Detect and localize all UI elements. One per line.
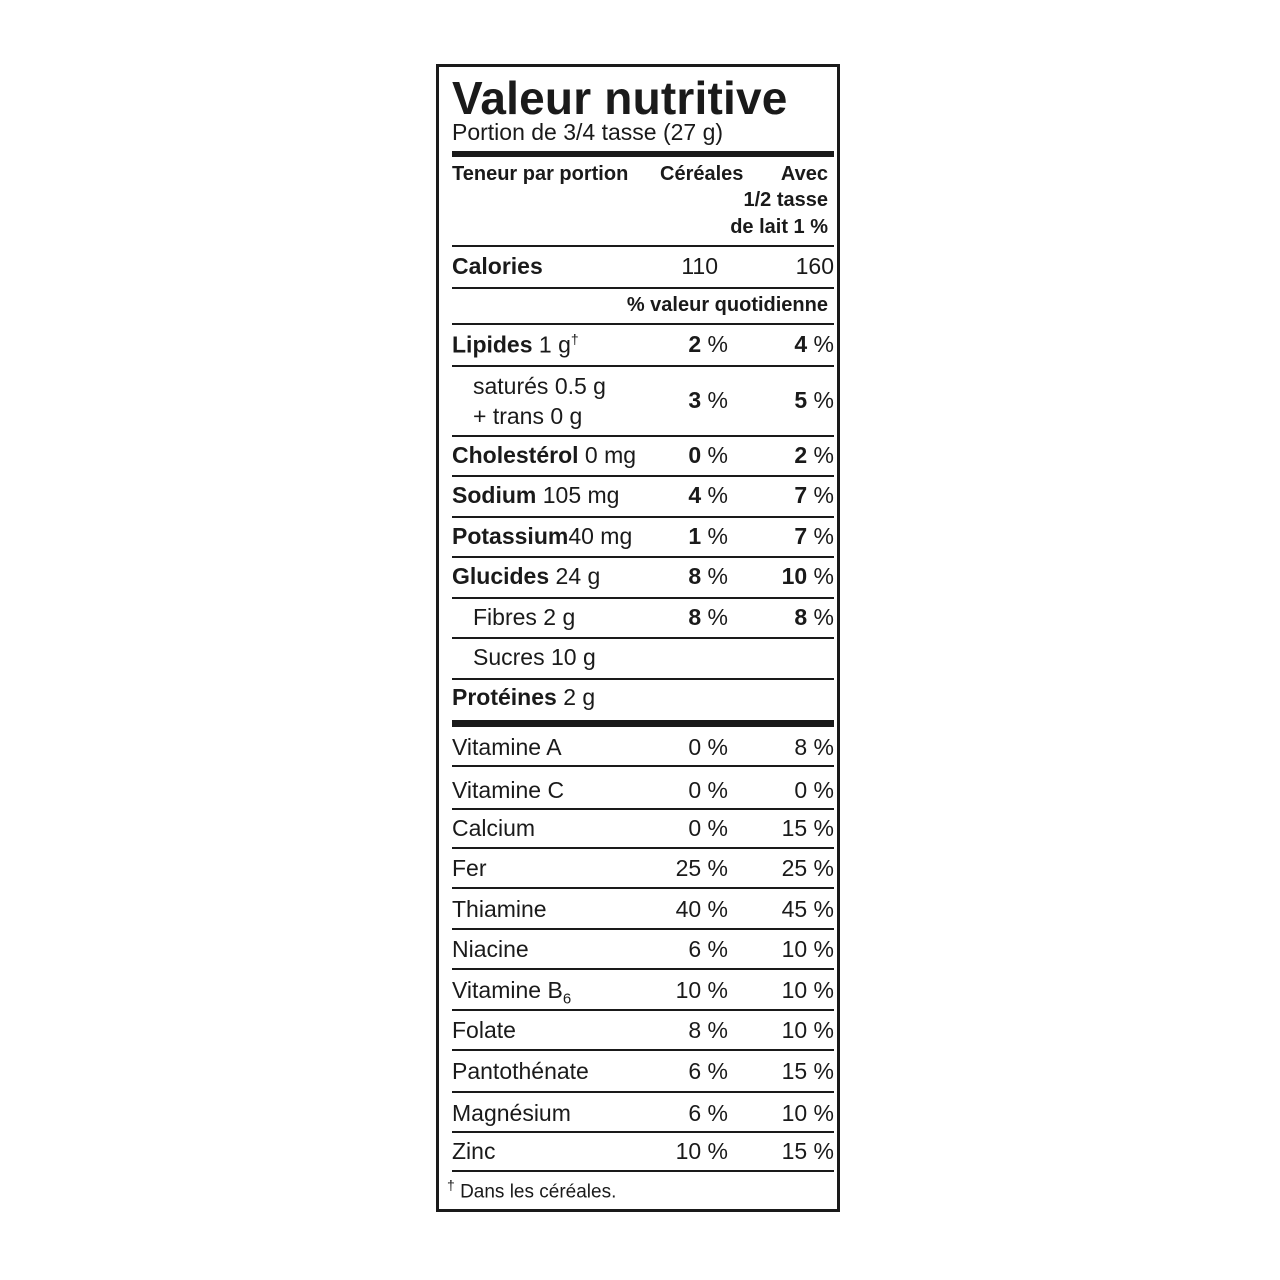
milk-dv: 8 %	[794, 734, 834, 760]
thick-divider	[452, 151, 834, 157]
divider	[452, 1091, 834, 1093]
vitamin-name: Vitamine A	[452, 734, 562, 760]
header-with-milk-2: 1/2 tasse	[743, 189, 828, 211]
divider	[452, 1131, 834, 1133]
divider	[452, 1009, 834, 1011]
header-per-serving: Teneur par portion	[452, 163, 629, 185]
nutrient-name: Protéines	[452, 684, 557, 710]
vitamin-name: Pantothénate	[452, 1058, 589, 1084]
nutrition-facts-label: Valeur nutritive Portion de 3/4 tasse (27 g) Teneur par portion Céréales Avec 1/2 tasse de lait 1 % Calories 110 160 % valeur quotidienne Lipides 1 g† 2 % 4 % saturés 0.5 g + trans 0 g 3 % 5 % Cholestérol 0 mg 0 % 2 % Sodium 105 mg 4 % 7 % Potassium40 mg 1 % 7 % Glucides 24 g 8 % 10 % Fibres 2 g 8 % 8 % Sucres 10 g Protéines 2 g Vitamine A 0 % 8 % Vitamine C 0 % 0 % Calcium 0 % 15 % Fer 25 % 25 % Thiamine 40 % 45 % Niacine 6 % 10 % Vitamine $B_6$ 10 % 10 % Folate 8 % 10 % Pantothénate 6 % 15 % Magnésium 6 % 10 % Zinc 10 % 15 % † Dans les céréales.	[436, 64, 840, 1212]
nutrient-amount: 0 mg	[584, 442, 637, 468]
milk-dv: 10 %	[781, 1100, 834, 1126]
serving-size: Portion de 3/4 tasse (27 g)	[452, 119, 724, 145]
milk-dv: 15 %	[781, 1138, 834, 1164]
footnote-text: Dans les céréales.	[460, 1181, 617, 1203]
nutrient-amount: 2 g	[563, 684, 596, 710]
divider	[452, 847, 834, 849]
divider	[452, 1170, 834, 1172]
nutrient-name: + trans 0 g	[473, 403, 583, 429]
milk-dv: 2	[794, 442, 808, 468]
nutrient-amount: 105 mg	[542, 482, 620, 508]
dagger-mark: †	[447, 1177, 455, 1193]
divider	[452, 516, 834, 518]
nutrient-amount: 1 g	[538, 331, 571, 358]
milk-dv: 10 %	[781, 936, 834, 962]
vitamin-name: Vitamine C	[452, 777, 565, 803]
nutrient-name: Sucres 10 g	[473, 644, 596, 670]
divider	[452, 1049, 834, 1051]
cereal-dv: 1	[688, 523, 702, 549]
vitamin-name: Fer	[452, 855, 487, 881]
milk-dv: 7	[794, 523, 808, 549]
vitamin-name: Zinc	[452, 1138, 496, 1164]
milk-dv: 15 %	[781, 1058, 834, 1084]
divider	[452, 245, 834, 247]
milk-dv: 7	[794, 482, 808, 508]
cereal-dv: 6 %	[688, 1058, 728, 1084]
calories-cereal: 110	[681, 253, 718, 279]
vitamin-subscript: 6	[562, 990, 572, 1008]
divider	[452, 765, 834, 767]
cereal-dv: 8 %	[688, 1017, 728, 1043]
milk-dv: 45 %	[781, 896, 834, 922]
nutrient-amount: 40 mg	[568, 523, 633, 549]
cereal-dv: 40 %	[675, 896, 728, 922]
nutrient-name: Cholestérol	[452, 442, 579, 468]
cereal-dv: 8	[688, 563, 702, 589]
nutrient-name: saturés 0.5 g	[473, 373, 606, 399]
header-cereal: Céréales	[660, 163, 744, 185]
divider	[452, 597, 834, 599]
footnote	[447, 1177, 616, 1203]
calories-milk: 160	[795, 253, 834, 279]
divider	[452, 678, 834, 680]
daily-value-header: % valeur quotidienne	[626, 294, 828, 316]
header-with-milk-1: Avec	[780, 163, 828, 185]
divider	[452, 928, 834, 930]
cereal-dv: 4	[688, 482, 702, 508]
divider	[452, 323, 834, 325]
divider	[452, 365, 834, 367]
vitamin-name: Niacine	[452, 936, 529, 962]
milk-dv: 8	[794, 604, 808, 630]
cereal-dv: 10 %	[675, 977, 728, 1003]
vitamin-name: Folate	[452, 1017, 516, 1043]
cereal-dv: 6 %	[688, 936, 728, 962]
nutrient-name: Glucides	[452, 563, 550, 589]
header-with-milk-3: de lait 1 %	[730, 216, 828, 238]
cereal-dv: 0 %	[688, 777, 728, 803]
nutrient-name: Lipides	[452, 331, 533, 358]
vitamin-name: Magnésium	[452, 1100, 571, 1126]
milk-dv: 15 %	[781, 815, 834, 841]
cereal-dv: 8	[688, 604, 702, 630]
vitamin-name: Calcium	[452, 815, 536, 841]
cereal-dv: 10 %	[675, 1138, 728, 1164]
nutrient-name: Potassium	[452, 523, 569, 549]
cereal-dv: 0	[688, 442, 702, 468]
label-title: Valeur nutritive	[452, 72, 788, 124]
milk-dv: 4	[794, 331, 808, 357]
milk-dv: 5	[794, 387, 808, 413]
milk-dv: 0 %	[794, 777, 834, 803]
milk-dv: 10	[781, 563, 808, 589]
divider	[452, 475, 834, 477]
divider	[452, 968, 834, 970]
cereal-dv: 0 %	[688, 815, 728, 841]
divider	[452, 435, 834, 437]
vitamin-name: Thiamine	[452, 896, 547, 922]
divider	[452, 637, 834, 639]
divider	[452, 287, 834, 289]
calories-label: Calories	[452, 253, 543, 279]
dagger-mark: †	[570, 331, 579, 347]
milk-dv: 10 %	[781, 977, 834, 1003]
cereal-dv: 0 %	[688, 734, 728, 760]
cereal-dv: 2	[688, 331, 702, 357]
divider	[452, 556, 834, 558]
divider	[452, 887, 834, 889]
cereal-dv: 25 %	[675, 855, 728, 881]
cereal-dv: 6 %	[688, 1100, 728, 1126]
nutrient-amount: 24 g	[555, 563, 601, 589]
nutrient-name: Fibres 2 g	[473, 604, 576, 630]
cereal-dv: 3	[688, 387, 702, 413]
milk-dv: 10 %	[781, 1017, 834, 1043]
nutrient-name: Sodium	[452, 482, 537, 508]
vitamin-name: Vitamine B	[452, 977, 563, 1003]
thick-divider	[452, 720, 834, 727]
divider	[452, 808, 834, 810]
milk-dv: 25 %	[781, 855, 834, 881]
